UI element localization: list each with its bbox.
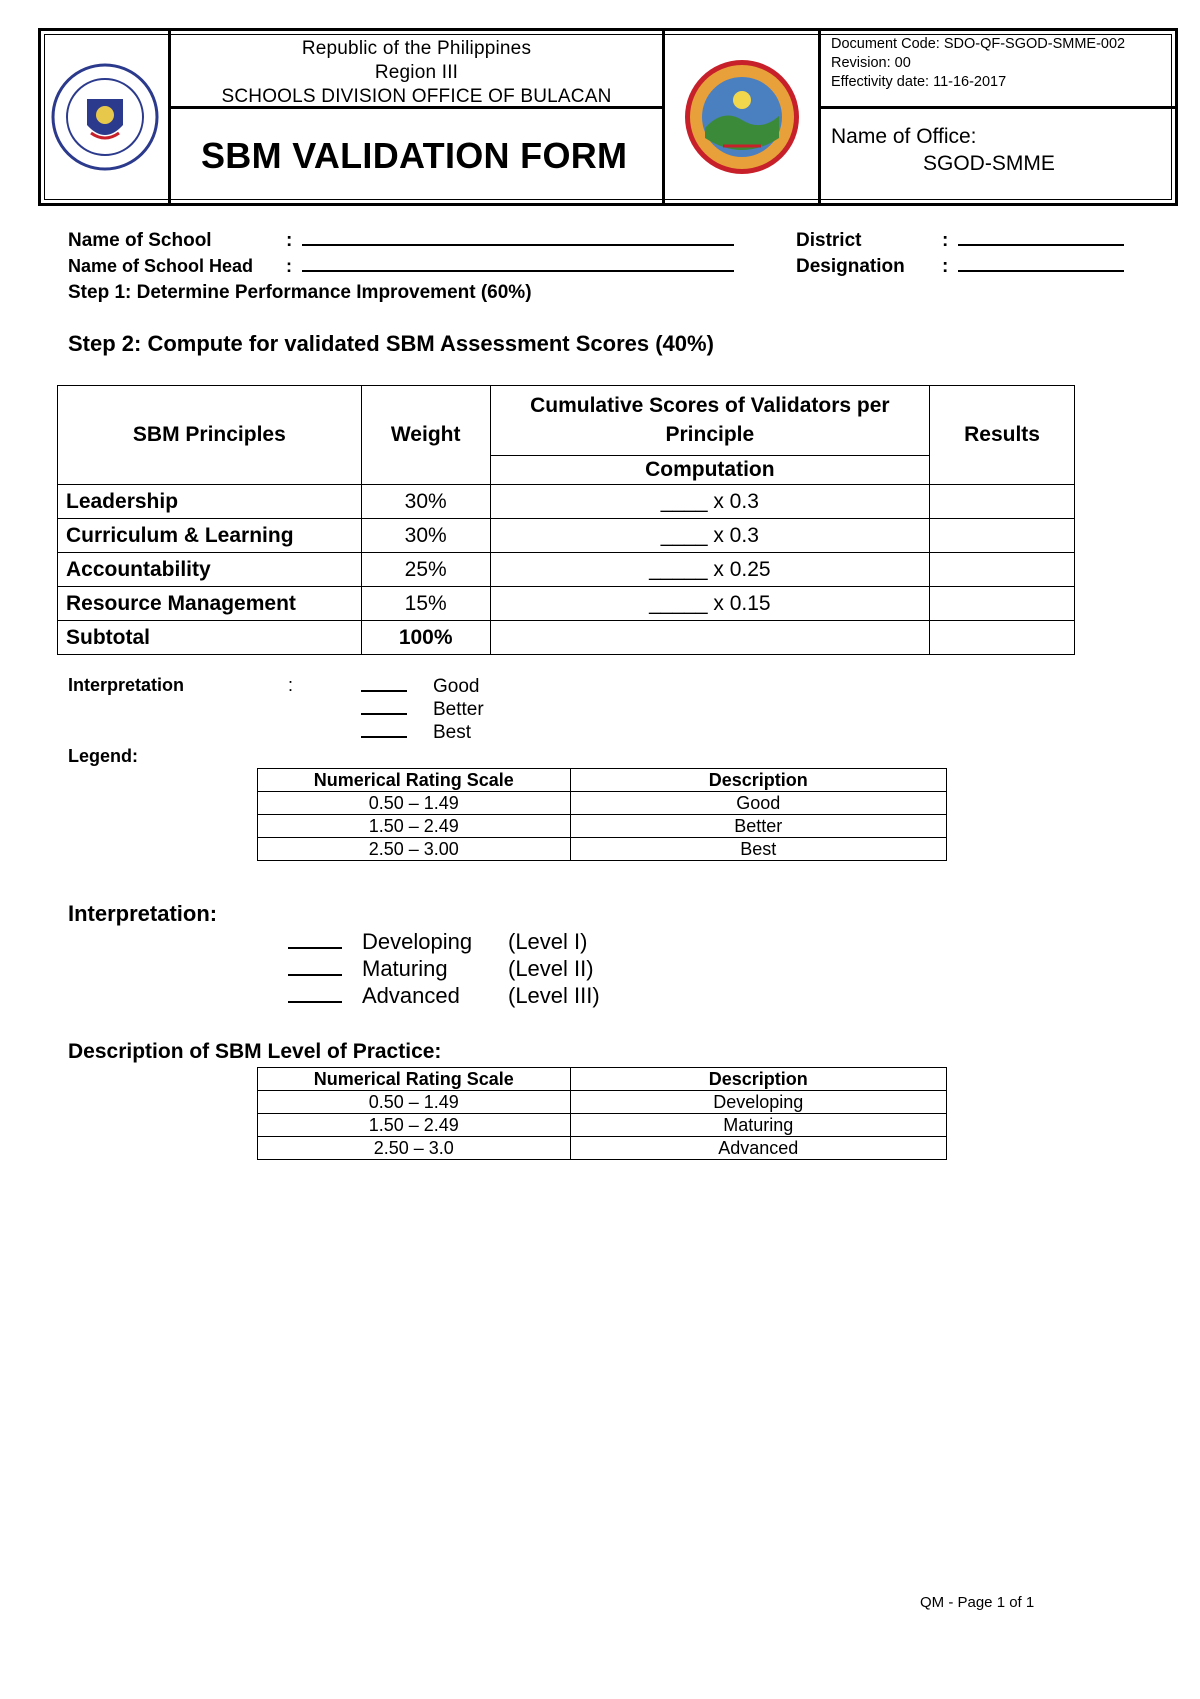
district-row bbox=[796, 230, 1124, 252]
developing-blank[interactable] bbox=[288, 945, 342, 949]
description-cell: Good bbox=[570, 792, 946, 815]
computation-cell[interactable]: ____ x 0.3 bbox=[490, 519, 929, 553]
division-logo-cell bbox=[665, 31, 821, 203]
document-info-cell bbox=[821, 31, 1175, 203]
school-head-row bbox=[68, 256, 734, 277]
option-best: Best bbox=[361, 721, 484, 744]
colon: : bbox=[286, 230, 293, 251]
description-cell: Maturing bbox=[570, 1114, 946, 1137]
division-seal-logo bbox=[683, 58, 801, 176]
best-blank[interactable] bbox=[361, 734, 407, 738]
scale-cell: 2.50 – 3.0 bbox=[258, 1137, 571, 1160]
table-row bbox=[258, 838, 947, 861]
colon: : bbox=[942, 256, 949, 277]
scale-cell: 0.50 – 1.49 bbox=[258, 1091, 571, 1114]
interpretation-options bbox=[361, 675, 484, 744]
deped-logo-cell bbox=[41, 31, 171, 203]
deped-seal-logo bbox=[51, 63, 159, 171]
computation-cell[interactable]: ____ x 0.3 bbox=[490, 485, 929, 519]
level-header-scale: Numerical Rating Scale bbox=[258, 1068, 571, 1091]
agency-block bbox=[171, 31, 662, 109]
republic-text: Republic of the Philippines bbox=[301, 38, 532, 59]
header-computation: Computation bbox=[490, 455, 929, 484]
result-cell[interactable] bbox=[930, 587, 1075, 621]
header-principles: SBM Principles bbox=[58, 386, 362, 485]
table-row bbox=[258, 1091, 947, 1114]
interpretation-colon: : bbox=[288, 675, 294, 695]
legend-header-scale: Numerical Rating Scale bbox=[258, 769, 571, 792]
region-text: Region III bbox=[374, 62, 459, 83]
page-footer: QM - Page 1 of 1 bbox=[920, 1594, 1035, 1611]
office-block bbox=[821, 109, 1175, 203]
option-developing: Developing (Level I) bbox=[288, 928, 600, 955]
step2-heading: Step 2: Compute for validated SBM Assessment Scores (40%) bbox=[68, 331, 714, 356]
table-row bbox=[258, 1114, 947, 1137]
sbm-principles-table bbox=[57, 385, 1075, 655]
table-row bbox=[258, 792, 947, 815]
title-cell bbox=[171, 31, 665, 203]
weight-cell: 15% bbox=[361, 587, 490, 621]
district-field[interactable] bbox=[958, 230, 1124, 246]
designation-field[interactable] bbox=[958, 256, 1124, 272]
school-head-label: Name of School Head bbox=[68, 256, 254, 276]
option-maturing: Maturing (Level II) bbox=[288, 955, 600, 982]
scale-cell: 2.50 – 3.00 bbox=[258, 838, 571, 861]
option-better: Better bbox=[361, 698, 484, 721]
good-blank[interactable] bbox=[361, 688, 407, 692]
header-weight: Weight bbox=[361, 386, 490, 485]
principle-cell: Resource Management bbox=[58, 587, 362, 621]
colon: : bbox=[942, 230, 949, 251]
maturing-blank[interactable] bbox=[288, 972, 342, 976]
result-cell[interactable] bbox=[930, 519, 1075, 553]
table-row bbox=[258, 815, 947, 838]
description-cell: Best bbox=[570, 838, 946, 861]
table-row bbox=[58, 485, 1075, 519]
school-name-field[interactable] bbox=[302, 230, 734, 246]
header-results: Results bbox=[930, 386, 1075, 485]
description-cell: Developing bbox=[570, 1091, 946, 1114]
subtotal-computation[interactable] bbox=[490, 621, 929, 655]
legend-label: Legend: bbox=[68, 746, 138, 766]
result-cell[interactable] bbox=[930, 485, 1075, 519]
table-row bbox=[58, 553, 1075, 587]
legend-header-description: Description bbox=[570, 769, 946, 792]
table-row bbox=[58, 587, 1075, 621]
computation-cell[interactable]: _____ x 0.15 bbox=[490, 587, 929, 621]
subtotal-row bbox=[58, 621, 1075, 655]
header-cumulative: Cumulative Scores of Validators per Principle bbox=[490, 386, 929, 456]
table-row bbox=[258, 1137, 947, 1160]
designation-label: Designation bbox=[796, 256, 905, 277]
advanced-blank[interactable] bbox=[288, 999, 342, 1003]
computation-cell[interactable]: _____ x 0.25 bbox=[490, 553, 929, 587]
option-advanced: Advanced (Level III) bbox=[288, 982, 600, 1009]
subtotal-label: Subtotal bbox=[58, 621, 362, 655]
document-code: Document Code: SDO-QF-SGOD-SMME-002 bbox=[831, 36, 1126, 52]
division-text: SCHOOLS DIVISION OFFICE OF BULACAN bbox=[221, 86, 612, 107]
sbm-level-options bbox=[288, 928, 600, 1009]
better-blank[interactable] bbox=[361, 711, 407, 715]
interpretation-label: Interpretation bbox=[68, 675, 185, 695]
form-title: SBM VALIDATION FORM bbox=[201, 135, 628, 176]
designation-row bbox=[796, 256, 1124, 278]
level-header-description: Description bbox=[570, 1068, 946, 1091]
weight-cell: 30% bbox=[361, 485, 490, 519]
sbm-level-description-label: Description of SBM Level of Practice: bbox=[68, 1040, 442, 1063]
legend-table bbox=[257, 768, 947, 861]
office-label: Name of Office: bbox=[831, 125, 977, 148]
scale-cell: 1.50 – 2.49 bbox=[258, 815, 571, 838]
district-label: District bbox=[796, 230, 862, 251]
office-value: SGOD-SMME bbox=[923, 152, 1055, 175]
subtotal-weight: 100% bbox=[361, 621, 490, 655]
scale-cell: 1.50 – 2.49 bbox=[258, 1114, 571, 1137]
scale-cell: 0.50 – 1.49 bbox=[258, 792, 571, 815]
document-header bbox=[38, 28, 1178, 206]
result-cell[interactable] bbox=[930, 553, 1075, 587]
weight-cell: 30% bbox=[361, 519, 490, 553]
interpretation2-label: Interpretation: bbox=[68, 901, 218, 926]
principle-cell: Leadership bbox=[58, 485, 362, 519]
option-good: Good bbox=[361, 675, 484, 698]
principle-cell: Accountability bbox=[58, 553, 362, 587]
school-head-field[interactable] bbox=[302, 256, 734, 272]
colon: : bbox=[286, 256, 292, 276]
table-row bbox=[58, 519, 1075, 553]
step1-heading: Step 1: Determine Performance Improvement (60%) bbox=[68, 282, 532, 303]
principle-cell: Curriculum & Learning bbox=[58, 519, 362, 553]
document-meta bbox=[821, 31, 1175, 109]
description-cell: Better bbox=[570, 815, 946, 838]
effectivity-date: Effectivity date: 11-16-2017 bbox=[831, 74, 1007, 90]
revision: Revision: 00 bbox=[831, 55, 911, 71]
subtotal-result[interactable] bbox=[930, 621, 1075, 655]
description-cell: Advanced bbox=[570, 1137, 946, 1160]
sbm-level-table bbox=[257, 1067, 947, 1160]
weight-cell: 25% bbox=[361, 553, 490, 587]
school-name-row bbox=[68, 230, 734, 252]
school-name-label: Name of School bbox=[68, 230, 212, 251]
